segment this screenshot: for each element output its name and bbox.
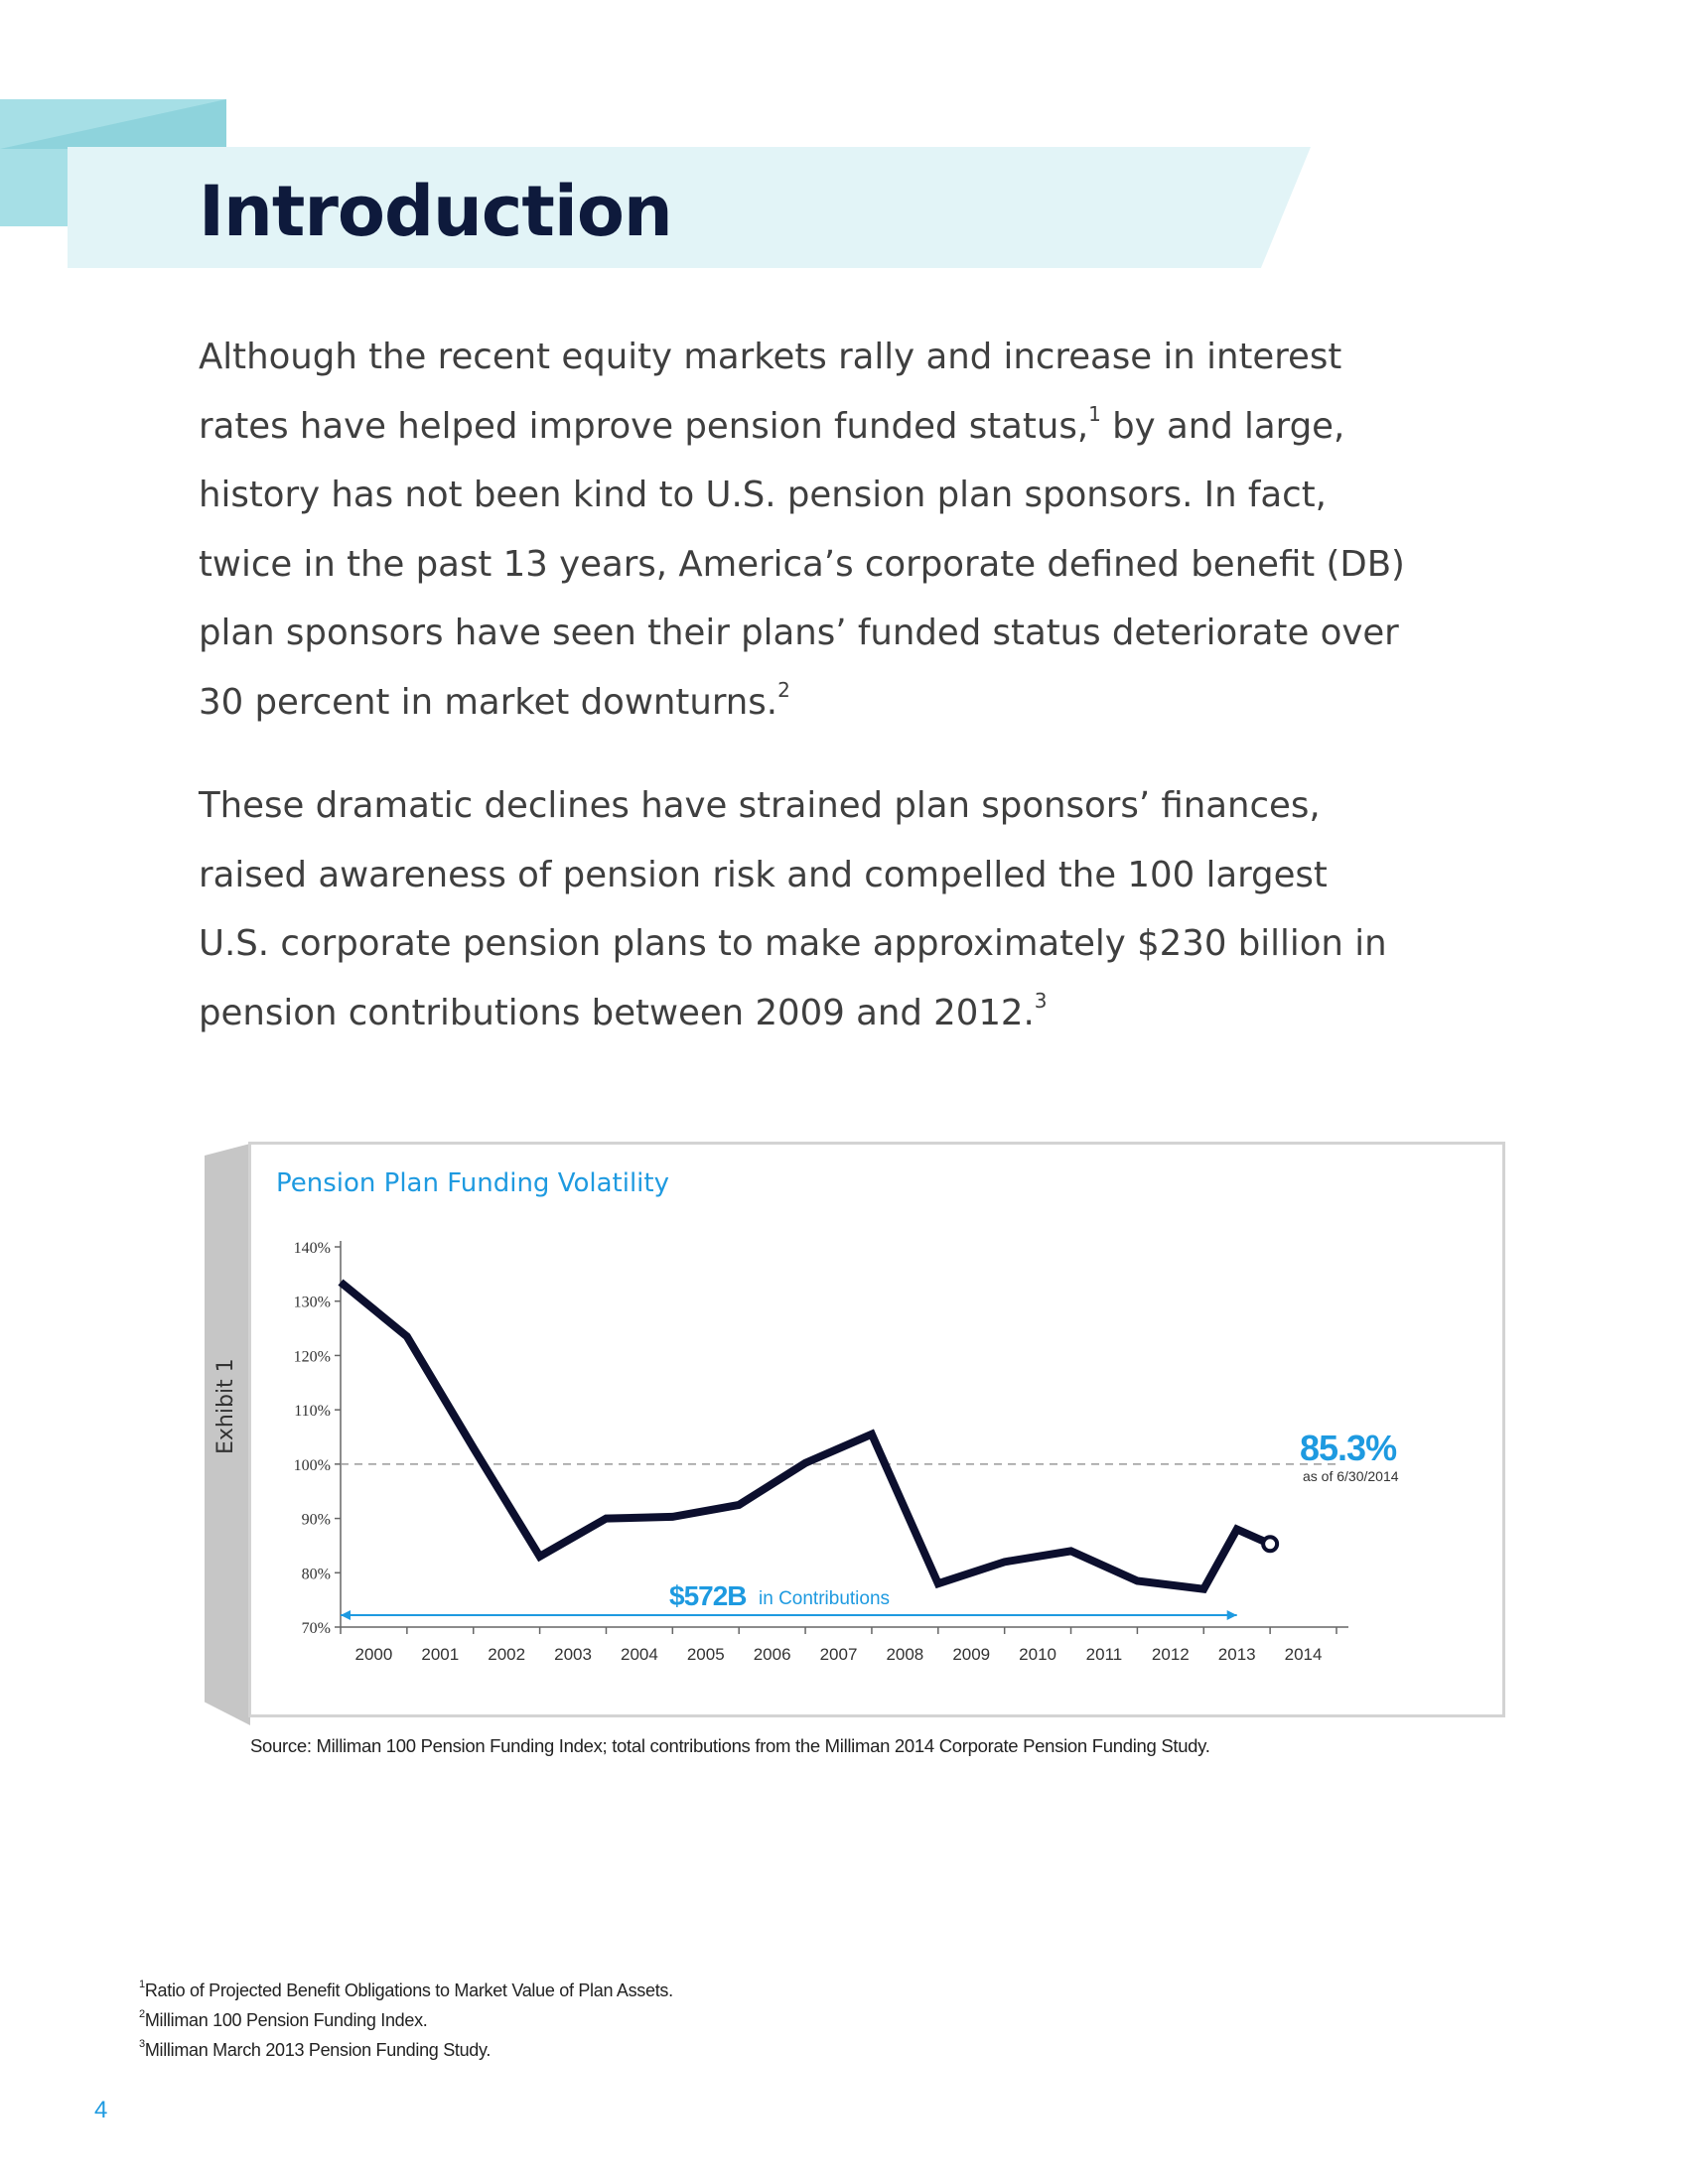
page-number: 4 [94,2097,108,2123]
paragraph-line [199,392,1390,462]
x-tick-label: 2014 [1284,1645,1323,1664]
footnote-text: Milliman 100 Pension Funding Index. [144,2010,428,2030]
intro-paragraph-1 [199,323,1405,737]
x-tick-label: 2010 [1019,1645,1057,1664]
x-tick-label: 2005 [686,1645,725,1664]
y-tick-label: 140% [293,1240,331,1257]
footnote-1 [139,1976,673,2005]
contributions-arrowhead-right [1227,1610,1237,1620]
footnote-number: 2 [139,2008,145,2020]
x-tick-label: 2008 [886,1645,924,1664]
exhibit-label [211,1415,241,1454]
end-value-label: 85.3% [1300,1428,1397,1468]
contributions-text: in Contributions [759,1587,891,1609]
y-tick-label: 130% [293,1294,331,1311]
footnote-ref-3[interactable]: 3 [1034,988,1048,1013]
footnote-number: 3 [139,2038,145,2050]
x-tick-label: 2006 [753,1645,791,1664]
contributions-amount: $572B [669,1579,747,1611]
end-point-marker [1263,1537,1277,1551]
y-tick-label: 110% [294,1403,331,1421]
y-tick-label: 100% [293,1456,331,1474]
y-tick-label: 70% [301,1620,331,1637]
paragraph-line: twice in the past 13 years, America’s corporate defined benefit (DB) [199,543,1405,585]
x-tick-label: 2003 [554,1645,592,1664]
chart-source-note: Source: Milliman 100 Pension Funding Index; total contributions from the Milliman 2014 Corporate Pension Funding Study. [250,1735,1210,1756]
intro-paragraph-2 [199,771,1390,1047]
y-tick-label: 80% [301,1566,331,1583]
footnote-number: 1 [139,1979,145,1990]
footnote-ref-1[interactable]: 1 [1088,401,1101,426]
paragraph-line [199,979,1390,1048]
paragraph-line-text: by and large, [1100,405,1345,447]
end-date-label: as of 6/30/2014 [1303,1468,1399,1484]
y-tick-label: 120% [293,1348,331,1366]
paragraph-line-text: pension contributions between 2009 and 2012. [199,992,1035,1033]
paragraph-line: history has not been kind to U.S. pension plan sponsors. In fact, [199,475,1327,515]
x-tick-label: 2011 [1085,1645,1123,1664]
footnote-3 [139,2035,673,2065]
x-tick-label: 2004 [620,1645,658,1664]
paragraph-line: raised awareness of pension risk and compelled the 100 largest [199,854,1328,895]
footnote-text: Milliman March 2013 Pension Funding Study. [144,2040,492,2060]
paragraph-line-text: rates have helped improve pension funded status, [199,405,1089,447]
paragraph-line [199,668,1390,738]
chart-title: Pension Plan Funding Volatility [276,1168,669,1198]
footnote-ref-2[interactable]: 2 [777,677,790,702]
page-title: Introduction [199,171,672,252]
x-tick-label: 2012 [1151,1645,1190,1664]
x-tick-label: 2000 [354,1645,393,1664]
footnotes [139,1976,673,2065]
funding-ratio-line [341,1283,1270,1589]
paragraph-line: plan sponsors have seen their plans’ funded status deteriorate over [199,613,1399,653]
paragraph-line: U.S. corporate pension plans to make approximately $230 billion in [199,923,1387,964]
paragraph-line: Although the recent equity markets rally and increase in interest [199,337,1342,377]
x-tick-label: 2007 [819,1645,858,1664]
footnote-2 [139,2005,673,2035]
x-tick-label: 2009 [952,1645,991,1664]
contributions-arrowhead-left [341,1610,351,1620]
funding-volatility-chart [248,1142,1505,1717]
paragraph-line: These dramatic declines have strained plan sponsors’ finances, [199,785,1321,826]
x-tick-label: 2002 [488,1645,526,1664]
footnote-text: Ratio of Projected Benefit Obligations to Market Value of Plan Assets. [144,1980,673,2000]
paragraph-line-text: 30 percent in market downturns. [199,681,778,723]
y-tick-label: 90% [301,1511,331,1529]
x-tick-label: 2001 [421,1645,460,1664]
x-tick-label: 2013 [1217,1645,1256,1664]
